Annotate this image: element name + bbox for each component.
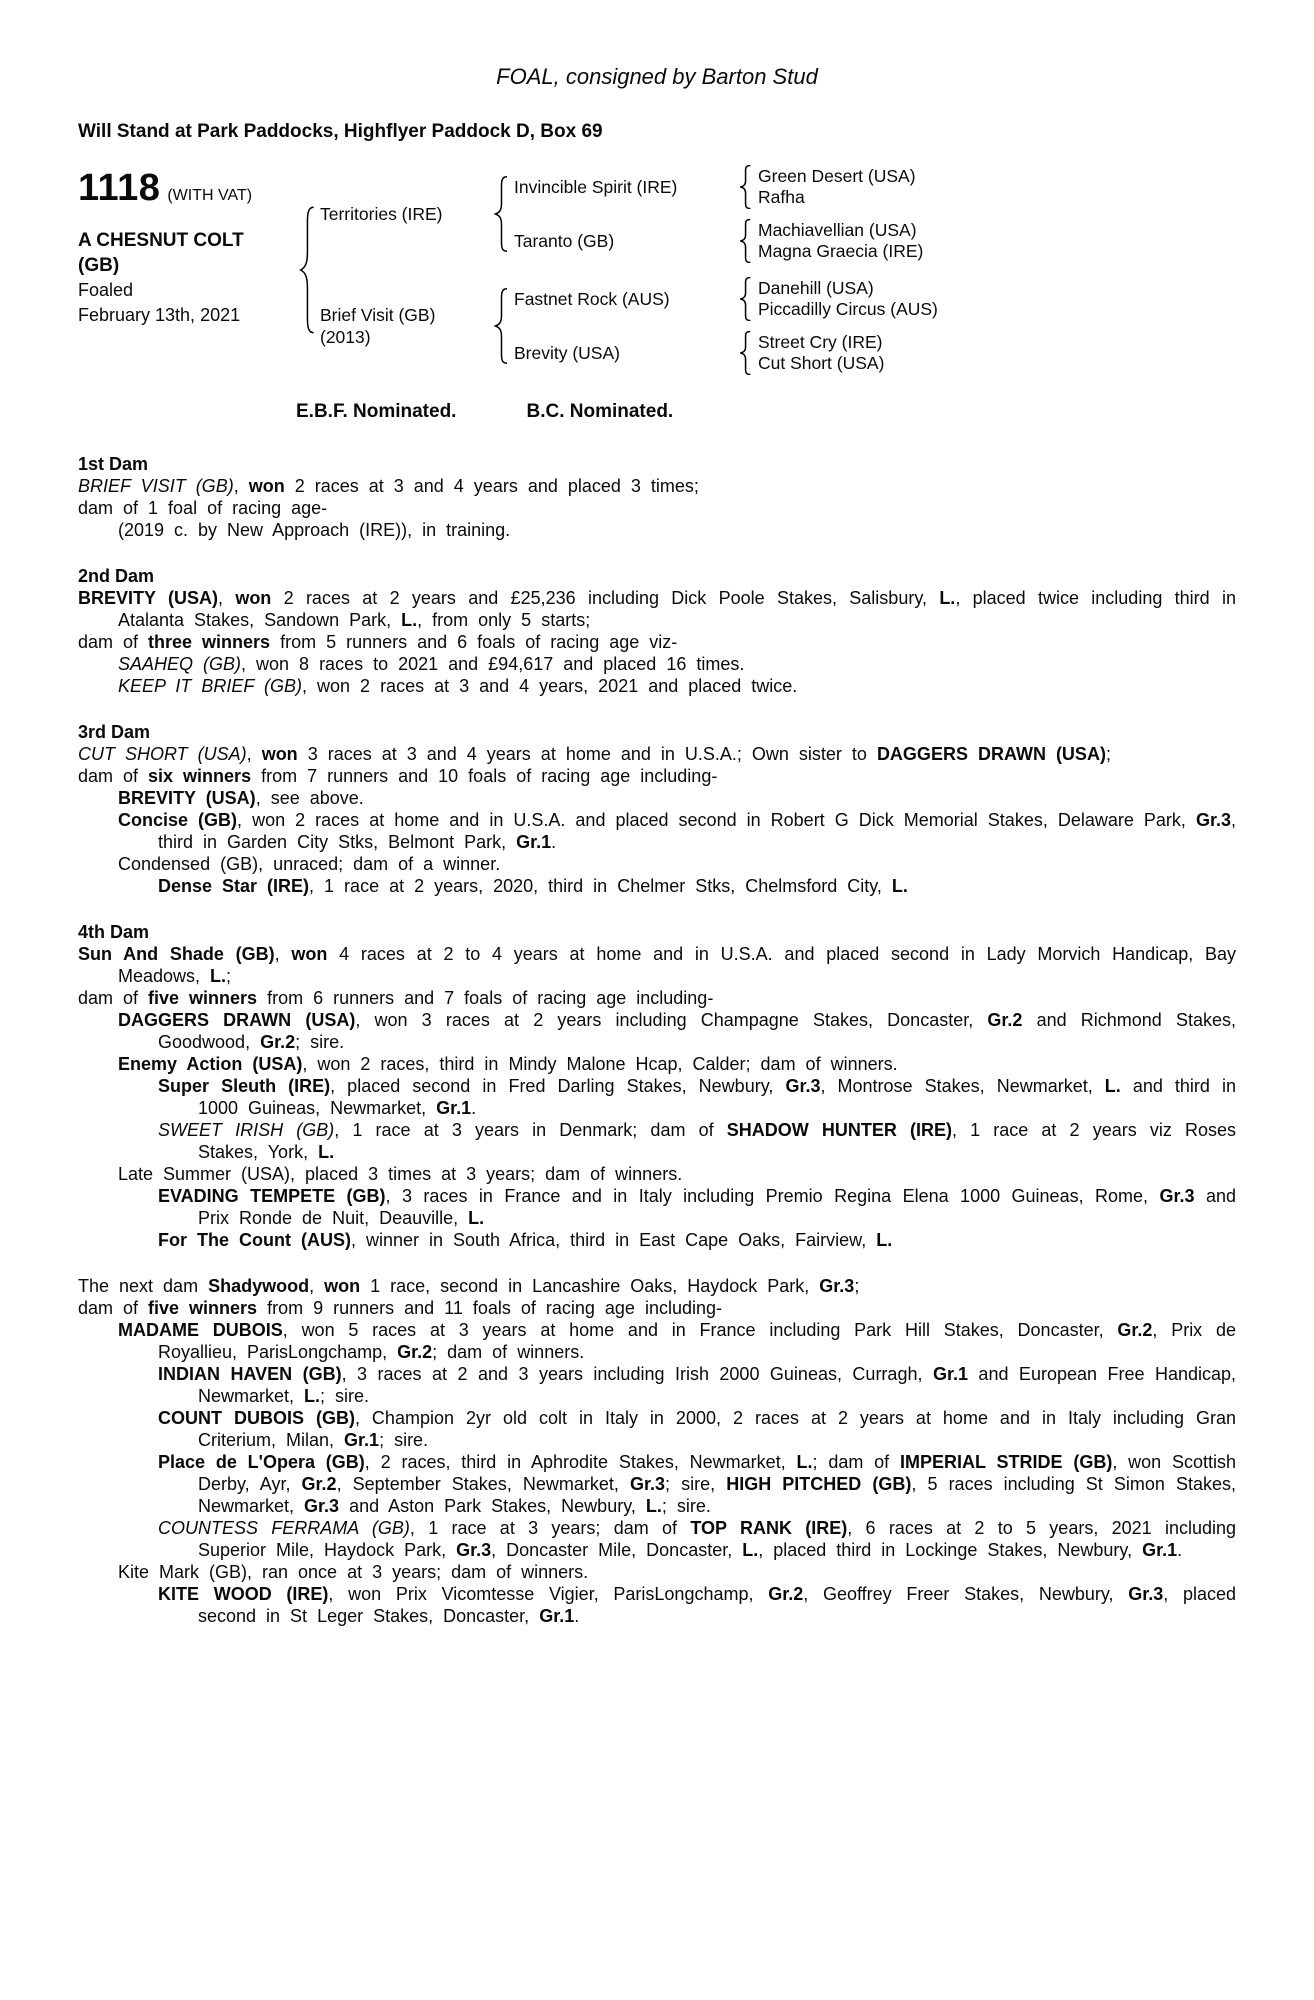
text-segment: For The Count (AUS)	[158, 1230, 351, 1250]
text-segment: HIGH PITCHED (GB)	[726, 1474, 912, 1494]
lot-line	[78, 167, 296, 210]
pedigree-paragraph	[78, 1229, 1236, 1251]
text-segment: EVADING TEMPETE (GB)	[158, 1186, 386, 1206]
text-segment: Place de L'Opera (GB)	[158, 1452, 365, 1472]
brace-gen3-icon	[734, 165, 758, 209]
text-segment: , 1 race at 2 years, 2020, third in Chelmer Stks, Chelmsford City,	[309, 876, 892, 896]
pedigree-paragraph	[78, 1163, 1236, 1185]
pedigree-paragraph	[78, 1319, 1236, 1363]
text-segment: Gr.1	[436, 1098, 472, 1118]
text-segment: The next dam	[78, 1276, 209, 1296]
subject-country: (GB)	[78, 255, 120, 276]
text-segment: 2 races at 3 and 4 years and placed 3 times;	[284, 476, 699, 496]
page-title: FOAL, consigned by Barton Stud	[496, 64, 818, 89]
subject-name: A CHESNUT COLT	[78, 230, 244, 251]
text-segment: , 3 races at 2 and 3 years including Irish 2000 Guineas, Curragh,	[341, 1364, 933, 1384]
brace-gen3-icon	[734, 277, 758, 321]
ebf-nominated-label: E.B.F. Nominated.	[296, 401, 457, 422]
great-granddam-name: Rafha	[758, 187, 805, 207]
grandsire-branch	[514, 165, 923, 209]
text-segment: .	[1177, 1540, 1183, 1560]
pedigree-paragraph	[78, 809, 1236, 853]
pedigree-paragraph	[78, 1561, 1236, 1583]
text-segment: Gr.1	[1142, 1540, 1178, 1560]
text-segment: , placed twice including third in Atalanta Stakes, Sandown Park,	[118, 588, 1236, 630]
details	[78, 453, 1236, 1627]
text-segment: L.	[796, 1452, 813, 1472]
lot-number: 1118	[78, 167, 161, 209]
text-segment: , placed third in Lockinge Stakes, Newbury,	[758, 1540, 1143, 1560]
section-heading: 3rd Dam	[78, 722, 151, 742]
great-grandsire-name: Machiavellian (USA)	[758, 220, 917, 240]
text-segment: Gr.3	[1195, 810, 1231, 830]
text-segment: COUNTESS FERRAMA (GB)	[158, 1518, 410, 1538]
text-segment: Gr.2	[768, 1584, 804, 1604]
text-segment: and third in 1000 Guineas, Newmarket,	[198, 1076, 1237, 1118]
pedigree-paragraph	[78, 1053, 1236, 1075]
text-segment: ;	[226, 966, 232, 986]
text-segment: , won 2 races at 3 and 4 years, 2021 and placed twice.	[302, 676, 798, 696]
text-segment: Kite Mark (GB), ran once at 3 years; dam of winners.	[118, 1562, 589, 1582]
stand-location-line: Will Stand at Park Paddocks, Highflyer Paddock D, Box 69	[78, 121, 603, 142]
text-segment: ; sire.	[661, 1496, 711, 1516]
text-segment: won	[248, 476, 285, 496]
text-segment: , placed second in Fred Darling Stakes, Newbury,	[330, 1076, 786, 1096]
pedigree-paragraph	[78, 653, 1236, 675]
text-segment: L.	[645, 1496, 662, 1516]
text-segment: BREVITY (USA)	[118, 788, 256, 808]
text-segment: L.	[468, 1208, 485, 1228]
text-segment: Gr.2	[397, 1342, 433, 1362]
pedigree-paragraph	[78, 1517, 1236, 1561]
text-segment: six winners	[148, 766, 252, 786]
text-segment: Gr.1	[539, 1606, 575, 1626]
text-segment: L.	[210, 966, 227, 986]
pedigree-paragraph	[78, 1407, 1236, 1451]
pedigree-paragraph	[78, 875, 1236, 897]
text-segment: TOP RANK (IRE)	[690, 1518, 848, 1538]
pedigree-paragraph	[78, 1363, 1236, 1407]
text-segment: DAGGERS DRAWN (USA)	[876, 744, 1106, 764]
pedigree-paragraph	[78, 1075, 1236, 1119]
text-segment: , 3 races in France and in Italy including Premio Regina Elena 1000 Guineas, Rome,	[385, 1186, 1160, 1206]
text-segment: Gr.3	[1128, 1584, 1164, 1604]
text-segment: ; dam of	[812, 1452, 900, 1472]
grandsire-branch	[514, 277, 938, 321]
text-segment: MADAME DUBOIS	[118, 1320, 283, 1340]
section-heading: 1st Dam	[78, 454, 149, 474]
text-segment: Gr.1	[932, 1364, 968, 1384]
section-heading: 4th Dam	[78, 922, 150, 942]
text-segment: Dense Star (IRE)	[158, 876, 310, 896]
great-grandsire-name: Green Desert (USA)	[758, 166, 916, 186]
text-segment: , Prix de Royallieu, ParisLongchamp,	[158, 1320, 1236, 1362]
grandsire-name: Invincible Spirit (IRE)	[514, 176, 678, 197]
text-segment: L.	[401, 610, 418, 630]
text-segment: INDIAN HAVEN (GB)	[158, 1364, 342, 1384]
text-segment: and Prix Ronde de Nuit, Deauville,	[198, 1186, 1236, 1228]
pedigree-paragraph	[78, 943, 1236, 987]
dam-section	[78, 453, 1236, 541]
text-segment: , see above.	[255, 788, 364, 808]
pedigree-paragraph	[78, 987, 1236, 1009]
text-segment: 1 race, second in Lancashire Oaks, Haydock Park,	[360, 1276, 820, 1296]
text-segment: SAAHEQ (GB)	[118, 654, 242, 674]
text-segment: , third in Garden City Stks, Belmont Park,	[158, 810, 1237, 852]
text-segment: , won 5 races at 3 years at home and in France including Park Hill Stakes, Doncaster,	[282, 1320, 1118, 1340]
text-segment: dam of	[78, 1298, 149, 1318]
text-segment: ,	[274, 944, 292, 964]
text-segment: , Champion 2yr old colt in Italy in 2000, 2 races at 2 years at home and in Italy including Gran Criterium, Milan,	[198, 1408, 1236, 1450]
dam-section	[78, 721, 1236, 897]
text-segment: (2019 c. by New Approach (IRE)), in training.	[118, 520, 511, 540]
grandsire-name: Fastnet Rock (AUS)	[514, 288, 670, 309]
text-segment: COUNT DUBOIS (GB)	[158, 1408, 355, 1428]
great-granddam-name: Piccadilly Circus (AUS)	[758, 299, 938, 319]
sire-branch	[320, 165, 938, 263]
text-segment: Shadywood	[208, 1276, 310, 1296]
text-segment: three winners	[148, 632, 271, 652]
text-segment: five winners	[148, 1298, 258, 1318]
pedigree-tree	[296, 165, 1236, 375]
text-segment: , placed second in St Leger Stakes, Doncaster,	[198, 1584, 1237, 1626]
text-segment: Concise (GB)	[118, 810, 238, 830]
text-segment: BRIEF VISIT (GB)	[78, 476, 234, 496]
text-segment: , 1 race at 2 years viz Roses Stakes, York,	[198, 1120, 1236, 1162]
pedigree-paragraph	[78, 787, 1236, 809]
granddam-branch	[514, 331, 938, 375]
text-segment: from 9 runners and 11 foals of racing age including-	[257, 1298, 722, 1318]
dam-name-line1: Brief Visit (GB)	[320, 305, 436, 325]
text-segment: DAGGERS DRAWN (USA)	[118, 1010, 356, 1030]
text-segment: Super Sleuth (IRE)	[158, 1076, 331, 1096]
section-heading: 2nd Dam	[78, 566, 155, 586]
brace-gen2-icon	[490, 176, 514, 252]
text-segment: , won Prix Vicomtesse Vigier, ParisLongchamp,	[328, 1584, 769, 1604]
pedigree-paragraph	[78, 853, 1236, 875]
dam-branch	[320, 277, 938, 375]
great-grandsire-name: Danehill (USA)	[758, 278, 874, 298]
pedigree-table	[78, 165, 1236, 375]
text-segment: , won 2 races at home and in U.S.A. and placed second in Robert G Dick Memorial Stakes, Delaware Park,	[237, 810, 1196, 830]
text-segment: , 2 races, third in Aphrodite Stakes, Newmarket,	[364, 1452, 797, 1472]
granddam-name: Taranto (GB)	[514, 230, 615, 251]
text-segment: ,	[309, 1276, 325, 1296]
text-segment: IMPERIAL STRIDE (GB)	[900, 1452, 1113, 1472]
text-segment: 2 races at 2 years and £25,236 including Dick Poole Stakes, Salisbury,	[271, 588, 940, 608]
text-segment: BREVITY (USA)	[78, 588, 218, 608]
text-segment: Gr.2	[987, 1010, 1023, 1030]
text-segment: from 5 runners and 6 foals of racing age viz-	[270, 632, 678, 652]
text-segment: ; sire,	[665, 1474, 727, 1494]
text-segment: ,	[233, 476, 249, 496]
text-segment: , 6 races at 2 to 5 years, 2021 including Superior Mile, Haydock Park,	[198, 1518, 1236, 1560]
text-segment: Enemy Action (USA)	[118, 1054, 303, 1074]
brace-gen3-icon	[734, 331, 758, 375]
text-segment: Gr.1	[516, 832, 552, 852]
text-segment: won	[291, 944, 328, 964]
text-segment: and Aston Park Stakes, Newbury,	[339, 1496, 646, 1516]
dam-section	[78, 565, 1236, 697]
text-segment: L.	[876, 1230, 893, 1250]
text-segment: Gr.2	[301, 1474, 337, 1494]
great-grandsire-name: Street Cry (IRE)	[758, 332, 883, 352]
text-segment: SHADOW HUNTER (IRE)	[726, 1120, 952, 1140]
text-segment: , won 2 races, third in Mindy Malone Hcap, Calder; dam of winners.	[302, 1054, 898, 1074]
text-segment: , from only 5 starts;	[417, 610, 591, 630]
text-segment: ;	[854, 1276, 860, 1296]
granddam-name: Brevity (USA)	[514, 342, 620, 363]
nominations-line	[296, 401, 1236, 423]
pedigree-paragraph	[78, 1451, 1236, 1517]
text-segment: , 1 race at 3 years; dam of	[409, 1518, 691, 1538]
text-segment: and Richmond Stakes, Goodwood,	[158, 1010, 1237, 1052]
text-segment: won	[235, 588, 272, 608]
text-segment: , won Scottish Derby, Ayr,	[198, 1452, 1236, 1494]
text-segment: , 1 race at 3 years in Denmark; dam of	[334, 1120, 727, 1140]
great-granddam-name: Cut Short (USA)	[758, 353, 885, 373]
brace-gen3-icon	[734, 219, 758, 263]
dam-section	[78, 921, 1236, 1251]
text-segment: ; sire.	[379, 1430, 429, 1450]
text-segment: .	[551, 832, 557, 852]
lot-and-subject	[78, 165, 296, 328]
text-segment: CUT SHORT (USA)	[78, 744, 247, 764]
text-segment: five winners	[148, 988, 258, 1008]
pedigree-paragraph	[78, 675, 1236, 697]
text-segment: , won 3 races at 2 years including Champagne Stakes, Doncaster,	[355, 1010, 988, 1030]
text-segment: , Doncaster Mile, Doncaster,	[491, 1540, 743, 1560]
dam-year: (2013)	[320, 327, 371, 347]
text-segment: Late Summer (USA), placed 3 times at 3 years; dam of winners.	[118, 1164, 683, 1184]
pedigree-paragraph	[78, 1275, 1236, 1297]
text-segment: Gr.3	[1159, 1186, 1195, 1206]
pedigree-paragraph	[78, 1009, 1236, 1053]
text-segment: .	[574, 1606, 580, 1626]
text-segment: SWEET IRISH (GB)	[158, 1120, 335, 1140]
text-segment: Condensed (GB), unraced; dam of a winner.	[118, 854, 501, 874]
pedigree-paragraph	[78, 587, 1236, 631]
text-segment: ; sire.	[320, 1386, 370, 1406]
text-segment: Gr.3	[819, 1276, 855, 1296]
text-segment: won	[324, 1276, 361, 1296]
text-segment: KITE WOOD (IRE)	[158, 1584, 329, 1604]
text-segment: L.	[891, 876, 908, 896]
text-segment: L.	[742, 1540, 759, 1560]
sire-name: Territories (IRE)	[320, 204, 443, 224]
text-segment: , September Stakes, Newmarket,	[336, 1474, 631, 1494]
foaled-date: February 13th, 2021	[78, 305, 241, 325]
text-segment: Gr.3	[456, 1540, 492, 1560]
vat-note: (WITH VAT)	[167, 187, 253, 204]
pedigree-paragraph	[78, 1185, 1236, 1229]
text-segment: and European Free Handicap, Newmarket,	[198, 1364, 1236, 1406]
text-segment: won	[261, 744, 298, 764]
dam-section	[78, 1275, 1236, 1627]
text-segment: , 5 races including St Simon Stakes, Newmarket,	[198, 1474, 1237, 1516]
pedigree-paragraph	[78, 631, 1236, 653]
text-segment: L.	[1104, 1076, 1121, 1096]
pedigree-paragraph	[78, 475, 1236, 497]
text-segment: 3 races at 3 and 4 years at home and in U.S.A.; Own sister to	[297, 744, 877, 764]
pedigree-paragraph	[78, 1583, 1236, 1627]
foaled-label: Foaled	[78, 280, 134, 300]
text-segment: Sun And Shade (GB)	[78, 944, 275, 964]
text-segment: , Montrose Stakes, Newmarket,	[820, 1076, 1105, 1096]
dam-name	[320, 304, 490, 348]
pedigree-paragraph	[78, 743, 1236, 765]
text-segment: ; dam of winners.	[432, 1342, 585, 1362]
text-segment: from 7 runners and 10 foals of racing age including-	[251, 766, 718, 786]
text-segment: Gr.2	[260, 1032, 296, 1052]
text-segment: KEEP IT BRIEF (GB)	[118, 676, 303, 696]
pedigree-paragraph	[78, 497, 1236, 519]
text-segment: , Geoffrey Freer Stakes, Newbury,	[803, 1584, 1129, 1604]
granddam-branch	[514, 219, 923, 263]
text-segment: dam of	[78, 988, 149, 1008]
text-segment: , won 8 races to 2021 and £94,617 and placed 16 times.	[241, 654, 745, 674]
text-segment: Gr.3	[785, 1076, 821, 1096]
text-segment: dam of	[78, 632, 149, 652]
text-segment: dam of	[78, 766, 149, 786]
brace-gen2-icon	[490, 288, 514, 364]
text-segment: Gr.3	[630, 1474, 666, 1494]
pedigree-paragraph	[78, 1119, 1236, 1163]
brace-gen1-icon	[296, 206, 320, 334]
text-segment: Gr.1	[344, 1430, 380, 1450]
text-segment: L.	[939, 588, 956, 608]
text-segment: L.	[318, 1142, 335, 1162]
great-granddam-name: Magna Graecia (IRE)	[758, 241, 924, 261]
text-segment: , winner in South Africa, third in East Cape Oaks, Fairview,	[350, 1230, 877, 1250]
text-segment: L.	[304, 1386, 321, 1406]
text-segment: ; sire.	[295, 1032, 345, 1052]
text-segment: .	[471, 1098, 477, 1118]
text-segment: ,	[218, 588, 236, 608]
pedigree-paragraph	[78, 765, 1236, 787]
text-segment: Gr.3	[304, 1496, 340, 1516]
text-segment: ;	[1105, 744, 1111, 764]
pedigree-paragraph	[78, 519, 1236, 541]
text-segment: from 6 runners and 7 foals of racing age including-	[257, 988, 714, 1008]
text-segment: ,	[246, 744, 262, 764]
text-segment: 4 races at 2 to 4 years at home and in U.S.A. and placed second in Lady Morvich Handicap, Bay Meadows,	[118, 944, 1236, 986]
pedigree-paragraph	[78, 1297, 1236, 1319]
text-segment: Gr.2	[1117, 1320, 1153, 1340]
bc-nominated-label: B.C. Nominated.	[526, 401, 674, 422]
text-segment: dam of 1 foal of racing age-	[78, 498, 328, 518]
